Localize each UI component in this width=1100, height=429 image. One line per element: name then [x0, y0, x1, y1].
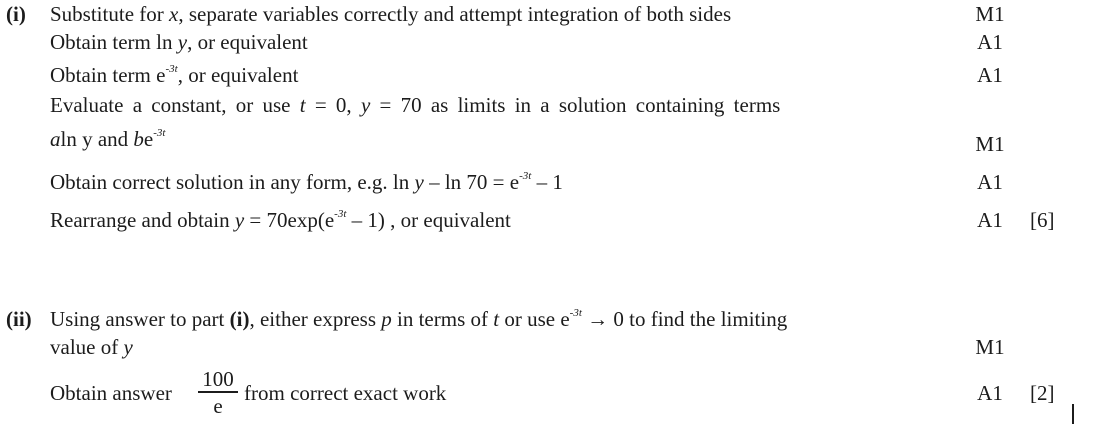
- part-i-label: (i): [6, 2, 26, 26]
- line-value-of-y: value of y: [50, 335, 133, 359]
- fraction-bar: [198, 391, 238, 393]
- line-exact-work: from correct exact work: [244, 381, 447, 405]
- line-using-answer: Using answer to part (i), either express p in terms of t or use $e^{-3t} \to 0$ to find the limiting: [50, 307, 788, 331]
- mark-m1: M1: [975, 335, 1005, 359]
- mark-a1: A1: [977, 208, 1003, 232]
- line-rearrange: Rearrange and obtain $y = 70\exp(e^{-3t} - 1)$ , or equivalent: [50, 208, 511, 232]
- mark-a1: A1: [977, 170, 1003, 194]
- fraction-numerator: 100: [202, 367, 234, 391]
- line-obtain-ln-y: Obtain term ln y, or equivalent: [50, 30, 308, 54]
- mark-a1: A1: [977, 381, 1003, 405]
- line-evaluate-constant: Evaluate a constant, or use t = 0, y = 70 as limits in a solution containing terms: [50, 93, 781, 117]
- text-cursor: [1072, 404, 1074, 424]
- line-correct-solution: Obtain correct solution in any form, e.g. $\ln y - \ln 70 = e^{-3t} - 1$: [50, 170, 563, 194]
- part-ii-label: (ii): [6, 307, 32, 331]
- fraction-100-over-e: [198, 368, 238, 417]
- mark-a1: A1: [977, 63, 1003, 87]
- part-ii-total: [2]: [1030, 381, 1055, 405]
- line-substitute: Substitute for x, separate variables correctly and attempt integration of both sides: [50, 2, 732, 26]
- line-obtain-answer-label: Obtain answer: [50, 381, 172, 405]
- part-i-total: [6]: [1030, 208, 1055, 232]
- mark-m1: M1: [975, 132, 1005, 156]
- line-terms: aln y and $be^{-3t}$: [50, 127, 166, 151]
- mark-m1: M1: [975, 2, 1005, 26]
- mark-a1: A1: [977, 30, 1003, 54]
- line-obtain-exp: Obtain term $e^{-3t}$, or equivalent: [50, 63, 299, 87]
- fraction-denominator: e: [213, 393, 223, 418]
